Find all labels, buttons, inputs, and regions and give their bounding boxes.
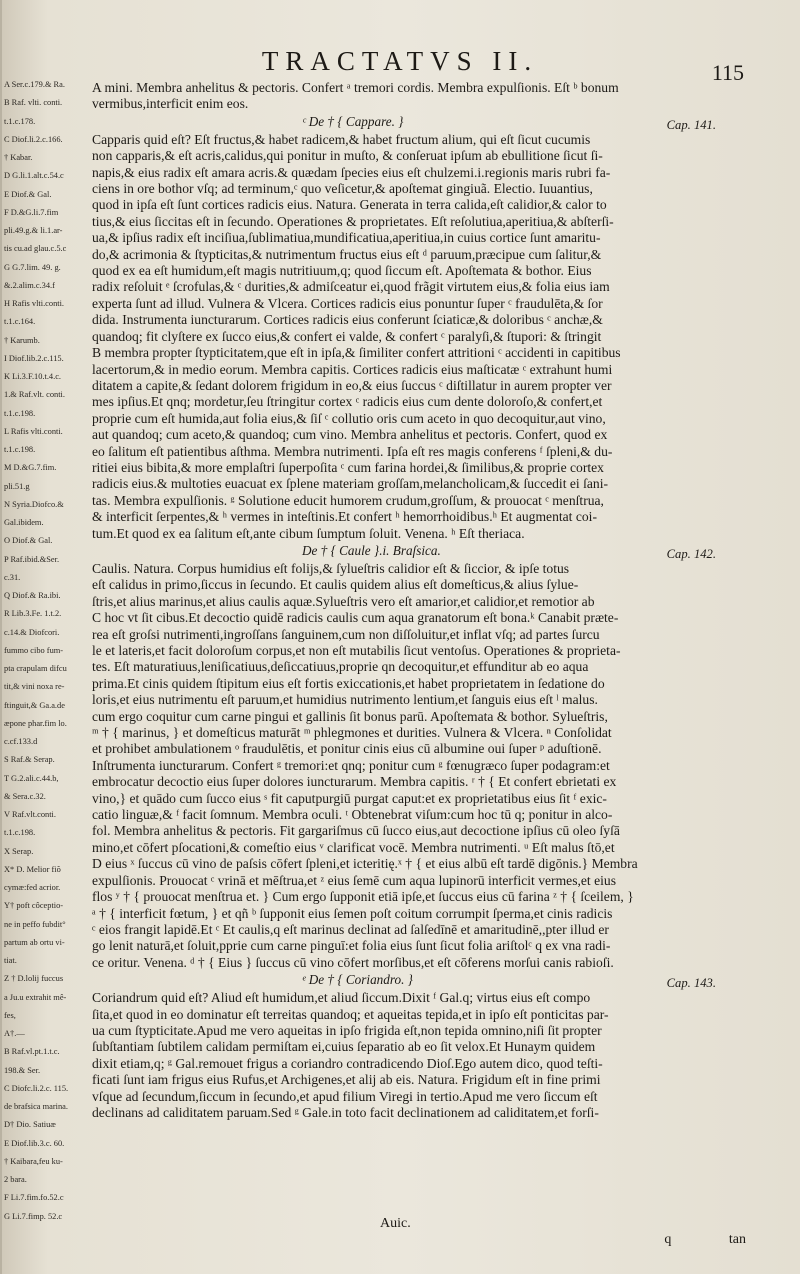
margin-note: ftinguit,& Ga.a.de (4, 700, 65, 710)
text-line: fol. Membra anhelitus & pectoris. Fit gargariſmus cū ſucco eius,aut decoctione ipſius cū oleo ſyſā (92, 823, 620, 839)
margin-note: X* D. Melior fiõ (4, 864, 61, 874)
page-number: 115 (711, 60, 744, 85)
margin-note: tis cu.ad glau.c.5.c (4, 244, 67, 254)
text-line: ſita,et quod in eo dominatur eſt terreitas quandoq; et aqueitas tepida,et in ipſo eſt ponticitas par- (92, 1006, 609, 1022)
margin-note: 1.& Raf.vlt. conti. (4, 390, 65, 400)
signature-letter: q (664, 1232, 672, 1247)
margin-note: † Kabar. (4, 153, 33, 163)
text-line: quod in ipſa eſt ſunt cortices radicis eius. Natura. Generata in terra calida,eſt calidior,& calor to (92, 197, 607, 213)
text-line: quandoq; fit clyſtere ex ſucco eius,& confert ei valde, & confert ᶜ paralyſi,& ſtupori: & ſtringit (92, 328, 602, 344)
margin-note: Q Diof.& Ra.ibi. (4, 591, 61, 601)
margin-note: F D.&G.li.7.fim (4, 207, 59, 217)
margin-note: R Lib.3.Fe. 1.t.2. (4, 609, 62, 619)
margin-note: 2 bara. (4, 1175, 27, 1185)
text-line: D eius ˣ ſuccus cū vino de paſsis cōfert ſpleni,et icteritię.ˣ † { et eius albū eſt tardē digōnis.} Membra (92, 856, 638, 872)
margin-note: t.1.c.164. (4, 317, 36, 327)
text-line: lacertorum,& in medio eorum. Membra capitis. Cortices radicis eius maſticatæ ᶜ extrahunt humi (92, 361, 613, 377)
margin-note: cymæ:fed acrior. (4, 883, 61, 893)
text-line: Coriandrum quid eſt? Aliud eſt humidum,et aliud ſiccum.Dixit ᶠ Gal.q; virtus eius eſt compo (92, 990, 591, 1006)
margin-note: & Sera.c.32. (4, 791, 46, 801)
text-line: dixit etiam,q; ᵍ Gal.remouet frigus a coriandro contradicendo Dioſ.Ego autem dico, quod teſti- (92, 1055, 603, 1071)
margin-note: tiat. (4, 956, 17, 966)
margin-note: t.1.c.198. (4, 828, 36, 838)
chapter-141-heading (92, 113, 756, 132)
text-line: Inſtrumenta iuncturarum. Confert ᵍ tremori:et qnq; ponitur cum ᵍ fœnugræco ſuper podagram:et (92, 757, 610, 773)
text-line: A mini. Membra anhelitus & pectoris. Confert ᵃ tremori cordis. Membra expulſionis. Eſt ᵇ bonum (92, 80, 619, 95)
text-line: ᵃ † { interficit fœtum, } et qñ ᵇ ſupponit eius ſemen poſt coitum corrumpit ſperma,et cinis radicis (92, 905, 613, 921)
chapter-143-title: ᵉ De † { Coriandro. } (302, 972, 413, 988)
text-line: ce oritur. Venena. ᵈ † { Eius } ſuccus cū vino cōfert morſibus,et eſt cōferens morſui canis rabioſi. (92, 954, 614, 970)
text-line: experta ſunt ad illud. Vulnera & Vlcera. Cortices radicis eius ponuntur ſuper ᶜ fraudulēta,& ſor (92, 295, 603, 311)
text-line: ciens in ore bothor vſq; ad terminum,ᶜ quo veſicetur,& apoſtemat gingiuã. Electio. Iuuantius, (92, 181, 593, 197)
text-line: vino,} et quādo cum ſucco eius ˢ fit caputpurgiū purgat caput:et ex proprietatibus eius ſit ᶠ exic- (92, 790, 607, 806)
opening-lines (92, 80, 756, 113)
text-line: ſubſtantiam ſubtilem calidam permiſtam ei,cuius ſeparatio ab eo ſit velox.Et Hunaym quidem (92, 1039, 596, 1055)
margin-note: G Li.7.fimp. 52.c (4, 1211, 63, 1221)
text-line: et prohibet ambulationem ᵒ fraudulētis, et ponitur cinis eius cū albumine oui ſuper ᵖ aduſtionē. (92, 741, 602, 757)
margin-note: † Kaibara,feu ku- (4, 1156, 63, 1166)
margin-note: O Diof.& Gal. (4, 536, 53, 546)
text-line: mes ipſius.Et qnq; mordetur,ſeu ſtringitur cortex ᶜ radicis eius cum dente doloroſo,& confert,et (92, 394, 603, 410)
text-line: do,& acrimonia & ſtypticitas,& nutrimentum fructus eius eſt ᵈ paruum,præcipue cum ſalitur,& (92, 246, 602, 262)
text-line: tum.Et quod ex ea ſalitum eſt,ante cibum ſumptum ſoluit. Venena. ʰ Eſt theriaca. (92, 525, 525, 541)
margin-note: L Rafis vlti.conti. (4, 426, 63, 436)
margin-note: F Li.7.fim.fo.52.c (4, 1193, 64, 1203)
text-line: non capparis,& eſt acris,calidus,qui ponitur in muſto, & conſeruat ipſum ab ebullitione ſicut ſi- (92, 148, 603, 164)
text-line: ritiei eius bibita,& more emplaſtri ſuperpoſita ᶜ cum farina hordei,& ſimilibus,& proprie cortex (92, 459, 604, 475)
margin-note: X Serap. (4, 846, 34, 856)
text-line: Capparis quid eſt? Eſt fructus,& habet radicem,& habet fructum alium, qui eſt ſicut cucumis (92, 131, 591, 147)
margin-note: c.cf.133.d (4, 737, 38, 747)
margin-note: K Li.3.F.10.t.4.c. (4, 372, 62, 382)
margin-note: E Diof.& Gal. (4, 189, 52, 199)
margin-note: G G.7.lim. 49. g. (4, 262, 61, 272)
chapter-142-label: Cap. 142. (666, 546, 716, 561)
text-line: proprie cum eſt humida,aut folia eius,& ſiſ ᶜ collutio oris cum aceto in quo decoquitur,aut vino, (92, 410, 606, 426)
text-line: vſque ad ſecundum,ſiccum in ſecundo,et apud filium Viregi in tertio.Apud me vero ſiccum eſt (92, 1088, 598, 1104)
margin-note: † Karumb. (4, 335, 40, 345)
chapter-142-heading (92, 542, 756, 561)
margin-note: partum ab ortu vi- (4, 937, 65, 947)
margin-note: tit,& vini noxa re- (4, 682, 65, 692)
margin-note: D† Dio. Satiuæ (4, 1120, 56, 1130)
chapter-143-heading (92, 971, 756, 990)
main-text (92, 80, 756, 1200)
margin-note: A Ser.c.179.& Ra. (4, 80, 65, 89)
text-line: ficati ſunt iam frigus eius Rufus,et Archigenes,et alij ab eis. Natura. Frigidum eſt in fine primi (92, 1072, 601, 1088)
page-gutter-shadow (0, 0, 2, 1274)
margin-note: c.14.& Diofcori. (4, 627, 60, 637)
margin-note: fummo cibo fum- (4, 645, 64, 655)
margin-note: E Diof.lib.3.c. 60. (4, 1138, 65, 1148)
margin-note: Gal.ibidem. (4, 518, 44, 528)
chapter-141-text (92, 132, 756, 542)
text-line: catio linguæ,& ᶠ facit ſomnum. Membra oculi. ᵗ Obtenebrat viſum:cum hoc tū q; ponitur in alco- (92, 807, 613, 823)
margin-note: t.1.c.178. (4, 116, 36, 126)
margin-note: t.1.c.198. (4, 408, 36, 418)
margin-note: C Diof.li.2.c.166. (4, 134, 63, 144)
catchword: tan (728, 1232, 746, 1247)
text-line: le et lateris,et facit doloroſum corpus,et non eſt mutabilis ſicut ventoſus. Operationes & proprieta- (92, 643, 621, 658)
text-line: C hoc vt ſit cibus.Et decoctio quidē radicis caulis cum aqua granatorum eſt bona.ᵏ Canabit præte- (92, 610, 619, 626)
text-line: ditatem a capite,& ſedant dolorem frigidum in eo,& eius ſuccus ᶜ diſtillatur in aurem propter ver (92, 377, 612, 393)
text-line: expulſionis. Prouocat ᶜ vrinā et mēſtrua,et ᶻ eius ſemē cum aqua lupinorū interficit vermes,et eius (92, 872, 616, 888)
margin-note: a Ju.u extrahit mê- (4, 992, 67, 1002)
running-title: TRACTATVS II. (261, 46, 539, 76)
text-line: radix reſoluit ᵉ ſcrofulas,& ᶜ durities,& admiſceatur ei,quod frãgit virtutem eius,& folia eius iam (92, 279, 610, 295)
margin-note: de brafsica marina. (4, 1102, 68, 1112)
margin-note: M D.&G.7.fim. (4, 463, 57, 473)
chapter-143-label: Cap. 143. (666, 976, 716, 991)
margin-note: t.1.c.198. (4, 445, 36, 455)
margin-note: &.2.alim.c.34.f (4, 280, 55, 290)
margin-note: T G.2.ali.c.44.b, (4, 773, 59, 783)
text-line: napis,& eius radix eſt amara acris.& quædam ſpecies eius eſt chulzemi.i.regionis maris rubri fa- (92, 164, 611, 180)
margin-note: C Diofc.li.2.c. 115. (4, 1083, 69, 1093)
text-line: & interficit ſerpentes,& ʰ vermes in inteſtinis.Et confert ʰ hemorrhoidibus.ʰ Et augmentat coi- (92, 509, 597, 525)
chapter-142-text (92, 561, 756, 971)
chapter-143-text (92, 990, 756, 1121)
text-line: radicis eius.& multoties euacuat ex ſplene materiam groſſam,melancholicam,& ſuccedit ei ſani- (92, 476, 608, 492)
margin-note: pli.51.g (4, 481, 30, 491)
margin-note: fes, (4, 1010, 16, 1020)
text-line: cum ergo coquitur cum carne pingui et gallinis ſit bonus parū. Apoſtemata & bothor. Sylueſtris, (92, 708, 608, 724)
text-line: embrocatur decoctio eius ſuper dolores iuncturarum. Membra capitis. ʳ † { Et confert ebrietati ex (92, 774, 617, 790)
text-line: tes. Eſt maturatiuus,leniſicatiuus,deſiccatiuus,proprie qn decoquitur,et effunditur ab eo aqua (92, 659, 589, 675)
text-line: vermibus,interficit enim eos. (92, 96, 249, 112)
text-line: ᵐ † { marinus, } et domeſticus maturāt ᵐ phlegmones et durities. Vulnera & Vlcera. ⁿ Conſolidat (92, 725, 612, 741)
margin-note: D G.li.1.alt.c.54.c (4, 171, 64, 181)
margin-note: N Syria.Diofco.& (4, 499, 64, 509)
text-line: dida. Instrumenta iuncturarum. Cortices radicis eius conferunt ſciaticæ,& doloribus ᶜ anchæ,& (92, 312, 603, 328)
text-line: go lenit naturā,et ſoluit,pprie cum carne pinguī:et folia eius ſunt ſicut folia ariſtolᶜ q ex vna radi- (92, 938, 611, 954)
margin-note: c.31. (4, 572, 21, 582)
margin-note: S Raf.& Serap. (4, 755, 55, 765)
text-line: ua,& ipſius radix eſt inciſiua,ſublimatiua,mundificatiua,aperitiua,in cuius cortice ſunt amaritu- (92, 230, 601, 246)
text-line: eo ſalitum eſt patientibus aſthma. Membra nutrimenti. Ipſa eſt res magis conferens ᶠ ſpleni,& du- (92, 443, 613, 459)
margin-note: 198.& Ser. (4, 1065, 41, 1075)
chapter-141-title: ᶜ De † { Cappare. } (302, 113, 404, 129)
text-line: B membra propter ſtypticitatem,que eſt in ipſa,& ſimiliter confert attritioni ᶜ accidenti in capitibus (92, 345, 621, 361)
margin-note: ne in peffo fubdit° (4, 919, 66, 929)
chapter-142-title: De † { Caule }.i. Braſsica. (302, 542, 441, 558)
margin-note: B Raf.vl.pt.1.t.c. (4, 1047, 60, 1057)
margin-note: A†.— (4, 1029, 25, 1039)
text-line: tius,& eius ſiccitas eſt in ſecundo. Operationes & proprietates. Eſt reſolutiua,aperitiua,& abſterſi- (92, 213, 614, 229)
text-line: mino,et cōfert pſocationi,& comeſtio eius ᵛ clarificat vocē. Membra nutrimenti. ᵘ Eſt malus ſtō,et (92, 839, 615, 855)
chapter-141-label: Cap. 141. (666, 117, 716, 132)
text-line: ua cum ſtypticitate.Apud me vero aqueitas in ipſo frigida eſt,non tepida omnino,niſi ſit propter (92, 1022, 602, 1038)
margin-note: Z † D.lolij fuccus (4, 974, 64, 984)
signature-text: Auic. (380, 1216, 411, 1231)
margin-note: P Raf.ibid.&Ser. (4, 554, 60, 564)
text-line: quod ex ea eſt humidum,eſt magis nutritiuum,q; quod ſiccum eſt. Apoſtemata & bothor. Eius (92, 263, 592, 279)
margin-note: Y† poft côceptio- (4, 901, 64, 911)
catchword-area (664, 1232, 746, 1248)
text-line: aut quandoq; cum aceto,& quandoq; cum vino. Membra anhelitus et pectoris. Confert, quod ex (92, 427, 608, 443)
margin-note: æpone phar.fim lo. (4, 718, 67, 728)
text-line: flos ʸ † { prouocat menſtrua et. } Cum ergo ſupponit etiā ipſe,et ſuccus eius cū farina ᶻ † { ſceilem, } (92, 889, 634, 905)
margin-note: pli.49.g.& li.1.ar- (4, 226, 63, 236)
margin-note: I Diof.lib.2.c.115. (4, 353, 64, 363)
text-line: tas. Membra expulſionis. ᵍ Solutione educit humorem crudum,groſſum, & prouocat ᶜ menſtrua, (92, 492, 604, 508)
margin-note: pta crapulam difcu (4, 664, 67, 674)
text-line: ſtris,et alius marinus,et alius caulis aquæ.Sylueſtris vero eſt amarior,et calidior,et remotior ab (92, 593, 595, 609)
marginal-notes (4, 80, 84, 1240)
text-line: Caulis. Natura. Corpus humidius eſt folijs,& ſylueſtris calidior eſt & ſiccior, & ipſe totus (92, 560, 570, 576)
margin-note: B Raf. vlti. conti. (4, 98, 63, 108)
margin-note: H Rafis vlti.conti. (4, 299, 65, 309)
margin-note: V Raf.vlt.conti. (4, 810, 56, 820)
text-line: rea eſt groſsi nutrimenti,ingroſſans ſanguinem,cum non diſſoluitur,et inflat vſq; ad partes ſurcu (92, 626, 600, 642)
text-line: prima.Et cinis quidem ſtipitum eius eſt fortis exiccationis,et habet proprietatem in ſedatione do (92, 675, 605, 691)
signature-mark (380, 1216, 411, 1232)
text-line: loris,et eius nutrimentu eſt paruum,et humidius nutrimento lentium,et ſanguis eius eſt ˡ malus. (92, 692, 598, 708)
text-line: declinans ad caliditatem paruam.Sed ᵍ Gale.in toto facit declinationem ad caliditatem,et forſi- (92, 1104, 599, 1120)
text-line: ᶜ eios frangit lapidē.Et ᶜ Et caulis,q eſt marinus declinat ad ſalſedīnē et amaritudinē,,pter illud er (92, 921, 609, 937)
text-line: eſt calidus in primo,ſiccus in ſecundo. Et caulis quidem alius eſt domeſticus,& alius ſylue- (92, 577, 579, 593)
